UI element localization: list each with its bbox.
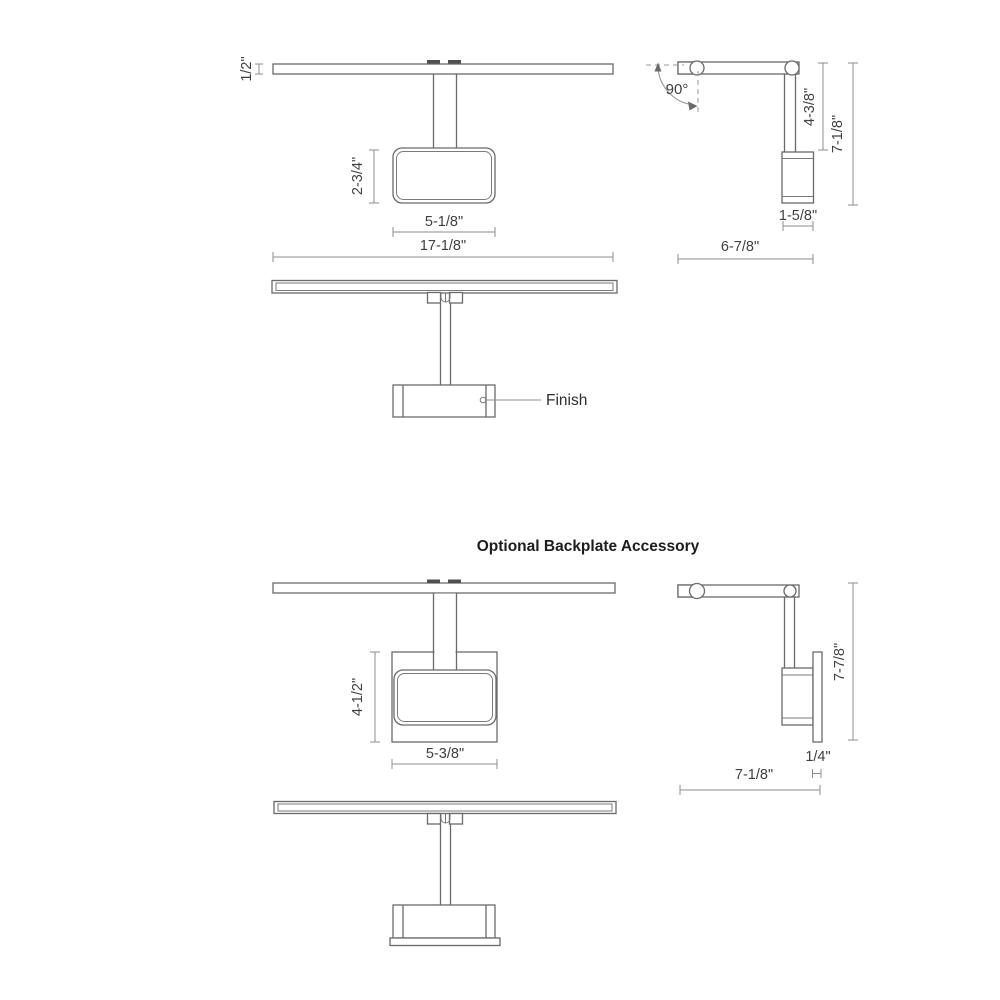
clamp-bracket-left [428, 814, 441, 825]
dim-backplate-overall-depth [680, 767, 820, 795]
clamp-bracket-left [428, 293, 441, 304]
light-bar [274, 802, 616, 814]
backplate-front-view [273, 580, 615, 770]
dim-head-diameter [779, 208, 817, 231]
dim-label-backplate-overall-height: 7-7/8" [832, 642, 849, 682]
driver-housing [782, 152, 814, 203]
driver-housing [782, 668, 813, 725]
dim-label-swivel-angle: 90° [665, 81, 689, 98]
mount-tab-left [427, 580, 440, 584]
pivot-knuckle-wall [784, 585, 796, 597]
dim-label-head-width: 5-1/8" [424, 214, 464, 230]
dim-label-overall-depth: 6-7/8" [720, 239, 760, 255]
dim-label-backplate-height: 4-1/2" [350, 677, 367, 717]
pivot-knuckle-front [690, 584, 705, 599]
dim-overall-height [830, 63, 858, 205]
fixture-side-view [646, 61, 858, 264]
dim-backplate-height [350, 652, 380, 742]
dim-label-overall-width: 17-1/8" [419, 238, 467, 254]
dim-backplate-overall-height [832, 583, 858, 740]
dim-label-arm-height: 4-3/8" [802, 87, 819, 127]
dim-backplate-thickness [805, 749, 830, 778]
dim-head-width [393, 214, 495, 237]
dim-overall-depth [678, 239, 813, 264]
dim-label-head-diameter: 1-5/8" [778, 208, 818, 224]
light-bar [272, 281, 617, 294]
pivot-knuckle-wall [785, 61, 799, 75]
fixture-rear-view [272, 281, 617, 418]
mount-tab-left [427, 60, 440, 64]
dim-label-head-height: 2-3/4" [350, 156, 367, 196]
backplate-profile [813, 652, 822, 742]
dim-overall-width [273, 238, 613, 262]
canopy-box-outer [393, 148, 495, 203]
stem-occluder [435, 594, 456, 670]
dim-label-overall-height: 7-1/8" [830, 114, 847, 154]
dim-label-backplate-thickness: 1/4" [805, 749, 831, 765]
backplate-rear-view [274, 802, 616, 946]
dim-bar-thickness [239, 56, 263, 81]
dim-head-height [350, 150, 379, 203]
backplate-flange [390, 938, 500, 946]
accessory-section-title: Optional Backplate Accessory [476, 538, 700, 555]
mount-tab-right [448, 60, 461, 64]
canopy-box-rear [393, 385, 495, 417]
mount-tab-right [448, 580, 461, 584]
canopy-box-rear [393, 905, 495, 938]
dim-backplate-width [392, 746, 497, 769]
backplate-side-view [678, 583, 858, 795]
dim-label-backplate-overall-depth: 7-1/8" [734, 767, 774, 783]
clamp-bracket-right [450, 293, 463, 304]
light-bar [273, 583, 615, 593]
fixture-front-view [239, 56, 613, 262]
light-bar [273, 64, 613, 74]
dim-label-backplate-width: 5-3/8" [425, 746, 465, 762]
clamp-bracket-right [450, 814, 463, 825]
dim-label-bar-thickness: 1/2" [239, 56, 256, 82]
pivot-knuckle-front [690, 61, 704, 75]
finish-callout-label: Finish [546, 392, 588, 409]
canopy-box-outer [394, 670, 496, 725]
dim-arm-height [802, 63, 828, 150]
